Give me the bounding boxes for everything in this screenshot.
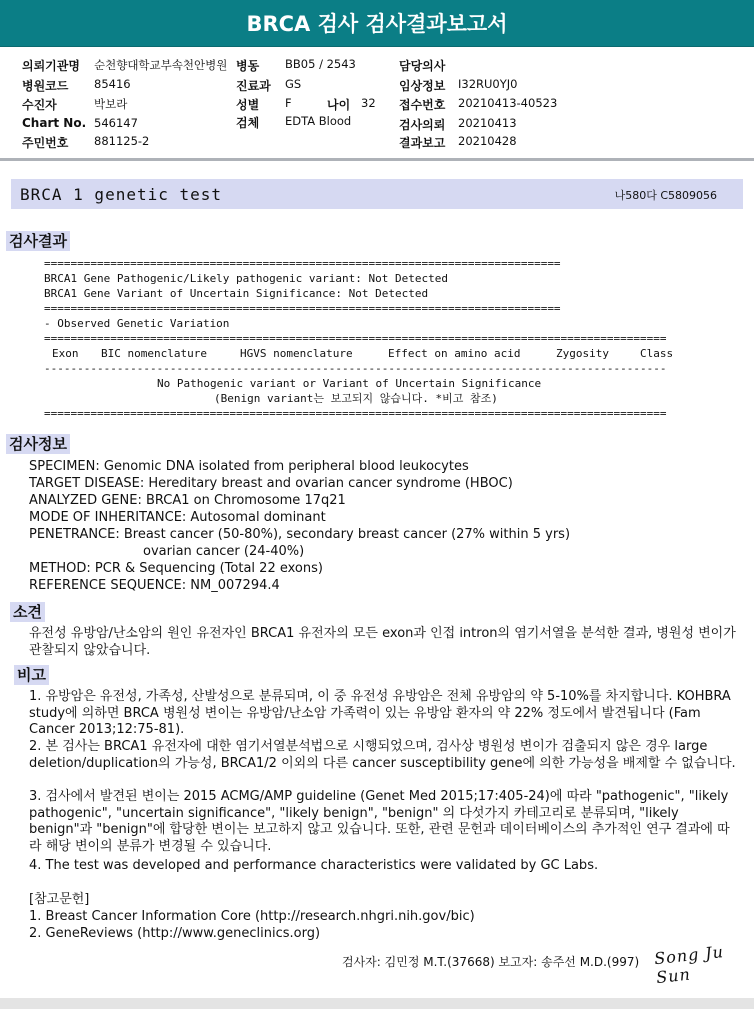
test-code: 나580다 C5809056 [614,189,717,202]
header-divider [0,158,754,161]
ward-label: 병동 [236,59,260,73]
remark-2: 2. 본 검사는 BRCA1 유전자에 대한 염기서열분석법으로 시행되었으며, 검사상 병원성 변이가 검출되지 않은 경우 large deletion/duplication의 가능성, BRCA1/2 이외의 다른 cancer susceptibility gene에 의한 가능성을 배제할 수 없습니다. [29,739,736,771]
resident-number-value: 881125-2 [94,134,150,148]
finding-heading: 소견 [10,602,45,622]
column-header: BIC nomenclature [101,347,207,360]
results-separator: ============================================================================== [44,257,561,270]
column-header: Effect on amino acid [388,347,521,360]
info-specimen: SPECIMEN: Genomic DNA isolated from peripheral blood leukocytes [29,459,469,474]
info-target-disease: TARGET DISEASE: Hereditary breast and ovarian cancer syndrome (HBOC) [29,476,513,491]
specimen-value: EDTA Blood [285,114,352,128]
table-separator: ============================================================================================== [44,407,667,420]
test-name: BRCA 1 genetic test [20,185,223,204]
institution-label: 의뢰기관명 [22,59,80,73]
vus-result: BRCA1 Gene Variant of Uncertain Significance: Not Detected [44,287,429,300]
footer-bar [0,998,754,1009]
table-separator: ---------------------------------------------------------------------------------------------- [44,362,667,375]
references-heading: [참고문헌] [29,892,90,907]
results-heading: 검사결과 [6,231,70,251]
request-date-value: 20210413 [458,116,517,130]
no-variant-message: No Pathogenic variant or Variant of Uncertain Significance [157,377,542,390]
sex-label: 성별 [236,98,260,112]
info-inheritance: MODE OF INHERITANCE: Autosomal dominant [29,510,326,525]
finding-text: 유전성 유방암/난소암의 원인 유전자인 BRCA1 유전자의 모든 exon과 인접 intron의 염기서열을 분석한 결과, 병원성 변이가 관찰되지 않았습니다. [29,626,736,658]
info-penetrance-ovarian: ovarian cancer (24-40%) [143,544,305,559]
chart-number-label: Chart No. [22,116,87,130]
remarks-heading: 비고 [14,665,49,685]
patient-label: 수진자 [22,98,57,112]
column-header: Exon [52,347,79,360]
department-value: GS [285,77,302,91]
results-separator: ============================================================================== [44,302,561,315]
column-header: Zygosity [556,347,609,360]
table-separator: ============================================================================================== [44,332,667,345]
signoff-text: 검사자: 김민정 M.T.(37668) 보고자: 송주선 M.D.(997) [342,955,640,969]
info-penetrance: PENETRANCE: Breast cancer (50-80%), secondary breast cancer (27% within 5 yrs) [29,527,571,542]
signature: Song Ju Sun [653,941,725,988]
age-label: 나이 [327,98,351,112]
report-date-label: 결과보고 [399,136,446,150]
reference-2: 2. GeneReviews (http://www.geneclinics.org) [29,926,321,941]
remark-1: 1. 유방암은 유전성, 가족성, 산발성으로 분류되며, 이 중 유전성 유방암은 전체 유방암의 약 5-10%를 차지합니다. KOHBRA study에 의하면 BRCA 병원성 변이는 유방암/난소암 가족력이 있는 유방암 환자의 약 22% 정도에서 발견됩니다 (Fam Cancer 2013;12:75-81). [29,689,731,737]
remark-3: 3. 검사에서 발견된 변이는 2015 ACMG/AMP guideline (Genet Med 2015;17:405-24)에 따라 "pathogenic", "likely pathogenic", "uncertain significance", "likely benign", "benign" 의 다섯가지 카테고리로 분류되며, "likely benign"과 "benign"에 합당한 변이는 보고하지 않고 있습니다. 또한, 관련 문헌과 데이터베이스의 추가적인 연구 결과에 따라 해당 변이의 분류가 변경될 수 있습니다. [29,789,730,854]
remark-4: 4. The test was developed and performance characteristics were validated by GC Labs. [29,858,599,873]
observed-variation-label: - Observed Genetic Variation [44,317,230,330]
column-header: Class [640,347,674,360]
info-method: METHOD: PCR & Sequencing (Total 22 exons) [29,561,323,576]
hospital-code-value: 85416 [94,77,131,91]
patient-value: 박보라 [94,97,128,111]
report-title: BRCA 검사 검사결과보고서 [0,0,754,47]
department-label: 진료과 [236,79,271,93]
report-date-value: 20210428 [458,134,517,148]
ward-value: BB05 / 2543 [285,57,356,71]
info-analyzed-gene: ANALYZED GENE: BRCA1 on Chromosome 17q21 [29,493,346,508]
hospital-code-label: 병원코드 [22,79,69,93]
age-value: 32 [361,96,376,110]
receipt-number-value: 20210413-40523 [458,96,558,110]
sex-value: F [285,96,292,110]
specimen-label: 검체 [236,116,260,130]
resident-number-label: 주민번호 [22,136,69,150]
request-date-label: 검사의뢰 [399,118,446,132]
receipt-number-label: 접수번호 [399,98,446,112]
pathogenic-result: BRCA1 Gene Pathogenic/Likely pathogenic variant: Not Detected [44,272,448,285]
benign-note: (Benign variant는 보고되지 않습니다. *비고 참조) [214,392,498,405]
chart-number-value: 546147 [94,116,138,130]
reference-1: 1. Breast Cancer Information Core (http://research.nhgri.nih.gov/bic) [29,909,475,924]
doctor-label: 담당의사 [399,59,446,73]
column-header: HGVS nomenclature [240,347,353,360]
info-reference-sequence: REFERENCE SEQUENCE: NM_007294.4 [29,578,280,593]
test-info-heading: 검사정보 [6,434,70,454]
clinical-info-value: I32RU0YJ0 [458,77,518,91]
institution-value: 순천향대학교부속천안병원 [94,58,228,72]
clinical-info-label: 임상정보 [399,79,446,93]
